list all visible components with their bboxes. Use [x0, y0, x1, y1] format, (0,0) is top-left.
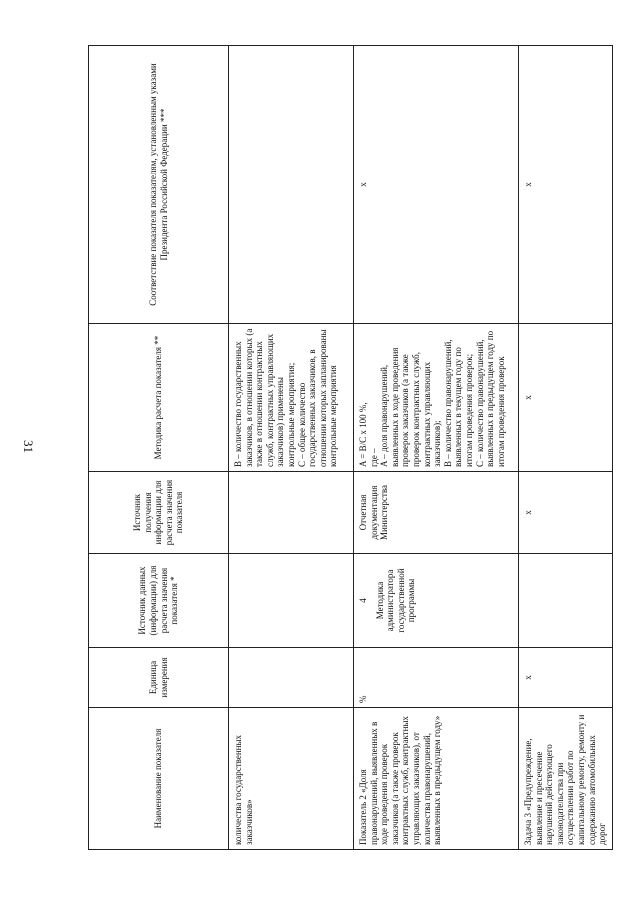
cell-info-source: Отчетная документация Министерства: [354, 472, 519, 554]
method-text: B – количество государственных заказчиков, в отношении которых (а также в отношении контрактных служб, контрактных управляющих заказчиков) применены контрольные мероприятия; C – общее количество государственных заказчиков, в отношении которых запланированы контрольные мероприятия: [233, 328, 339, 467]
cell-data-source: [229, 554, 354, 648]
header-decree-match: Соответствие показателя показателям, установленным указами Президента Российской Федерации ***: [89, 46, 229, 324]
indicators-table: [88, 45, 613, 850]
cell-indicator-name: Задача 3 «Предупреждение, выявление и пресечение нарушений действующего законодательства при осуществлении работ по капитальному ремонту, ремонту и содержанию автомобильных дорог: [519, 708, 613, 850]
method-text: A = B/C x 100 %, где – A – доля правонарушений, выявленных в ходе проведения проверок заказчиков (а также проверок контрактных служб, контрактных управляющих заказчиков); B – количество правонарушений, выявленных в текущем году по итогам проведения проверок; C – количество правонарушений, выявленных в предыдущем году по итогам проведения проверок: [358, 330, 506, 467]
header-unit: Единица измерения: [89, 648, 229, 708]
cell-info-source: [229, 472, 354, 554]
cell-unit: %: [354, 648, 519, 708]
cell-decree-match: [229, 46, 354, 324]
table-header-row: [89, 46, 229, 850]
header-method: Методика расчета показателя **: [89, 324, 229, 472]
data-source-number: 4: [358, 598, 368, 603]
header-info-source: Источник получения информации для расчета значения показателя: [89, 472, 229, 554]
cell-unit: [229, 648, 354, 708]
cell-method: x: [519, 324, 613, 472]
cell-indicator-name: Показатель 2 «Доля правонарушений, выявленных в ходе проведения проверок заказчиков (а также проверок контрактных служб, контрактных управляющих заказчиков), от количества правонарушений, выявленных в предыдущем году»: [354, 708, 519, 850]
cell-data-source: [354, 554, 519, 648]
cell-decree-match: x: [519, 46, 613, 324]
page-number: 31: [21, 440, 36, 453]
header-data-source: Источник данных (информации) для расчета значения показателя *: [89, 554, 229, 648]
cell-unit: x: [519, 648, 613, 708]
cell-info-source: x: [519, 472, 613, 554]
table-row: [354, 46, 519, 850]
cell-method: [229, 324, 354, 472]
cell-method: [354, 324, 519, 472]
cell-decree-match: x: [354, 46, 519, 324]
data-source-text: Методика администратора государственной программы: [374, 568, 417, 633]
cell-indicator-name: количества государственных заказчиков»: [229, 708, 354, 850]
cell-data-source: [519, 554, 613, 648]
document-page: [88, 46, 608, 850]
table-row: [519, 46, 613, 850]
table-row: [229, 46, 354, 850]
header-indicator-name: Наименование показателя: [89, 708, 229, 850]
rotated-table-container: [88, 46, 608, 850]
